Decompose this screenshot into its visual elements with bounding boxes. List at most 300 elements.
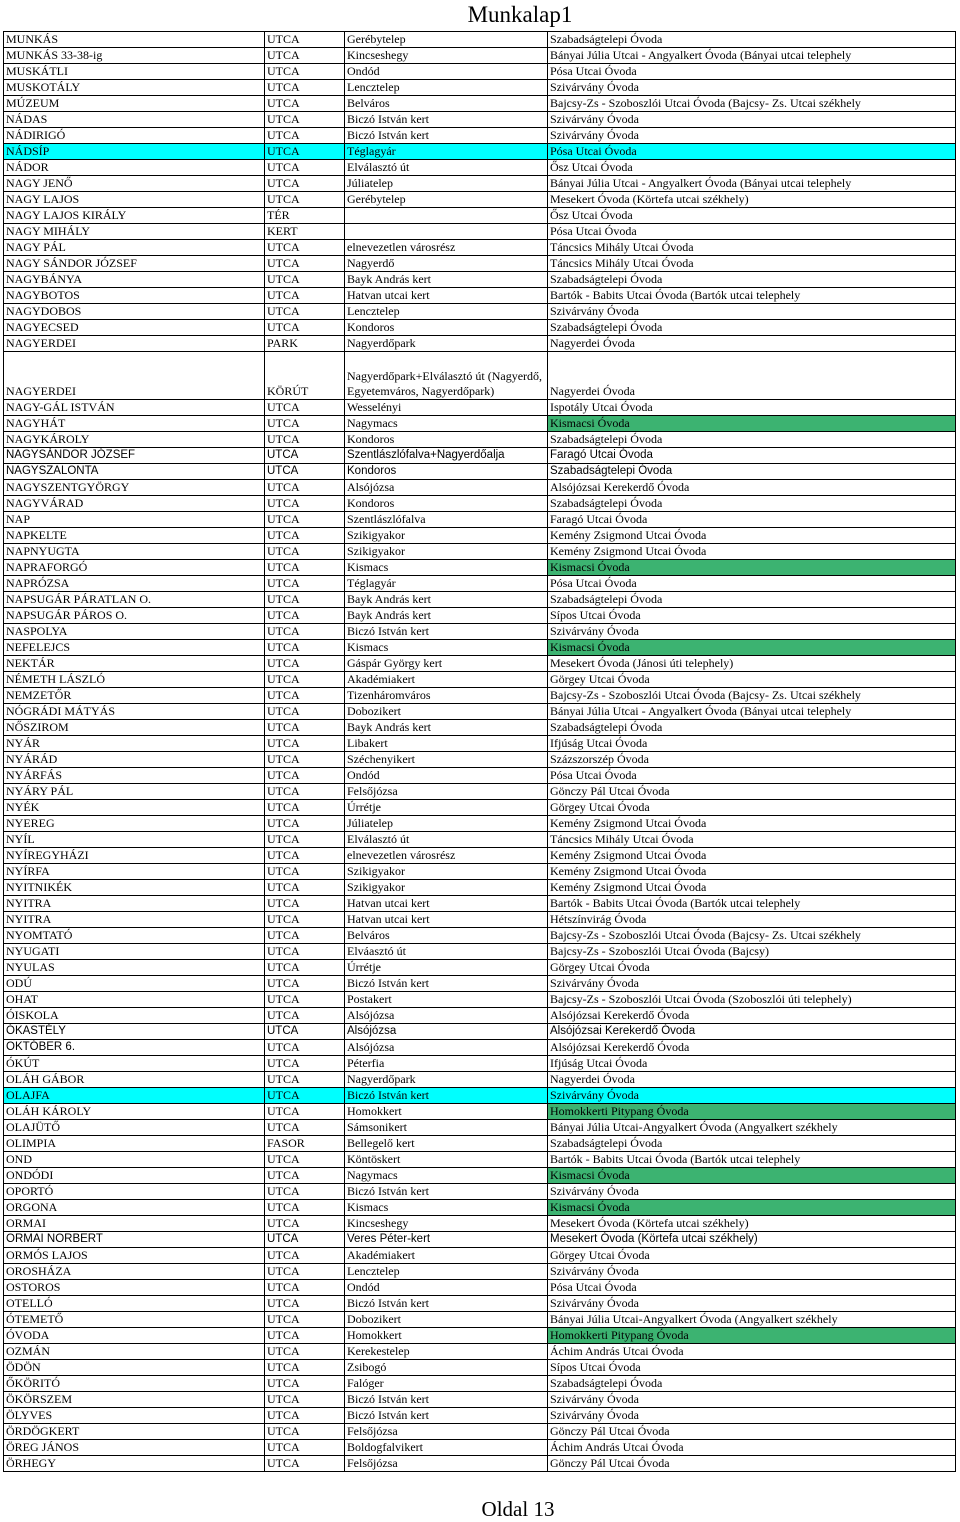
table-row <box>4 96 956 112</box>
district-cell: Szikigyakor <box>345 528 548 544</box>
district-cell: Nagyerdő <box>345 256 548 272</box>
table-row <box>4 528 956 544</box>
street-cell: ORMÓS LAJOS <box>4 1248 265 1264</box>
school-cell: Kemény Zsigmond Utcai Óvoda <box>548 864 956 880</box>
district-cell: Nagyerdőpark+Elválasztó út (Nagyerdő, Egyetemváros, Nagyerdőpark) <box>345 352 548 400</box>
street-cell: NÓGRÁDI MÁTYÁS <box>4 704 265 720</box>
type-cell: UTCA <box>265 720 345 736</box>
table-row <box>4 144 956 160</box>
type-cell: PARK <box>265 336 345 352</box>
table-row <box>4 624 956 640</box>
school-cell: Szivárvány Óvoda <box>548 112 956 128</box>
district-cell: Bellegelő kert <box>345 1136 548 1152</box>
type-cell: UTCA <box>265 1360 345 1376</box>
table-row <box>4 1408 956 1424</box>
type-cell: UTCA <box>265 480 345 496</box>
school-cell: Mesekert Óvoda (Jánosi úti telephely) <box>548 656 956 672</box>
type-cell: UTCA <box>265 1408 345 1424</box>
school-cell: Áchim András Utcai Óvoda <box>548 1344 956 1360</box>
street-cell: NYÁR <box>4 736 265 752</box>
street-cell: ÖKÖRSZEM <box>4 1392 265 1408</box>
district-cell: elnevezetlen városrész <box>345 848 548 864</box>
district-cell: Júliatelep <box>345 816 548 832</box>
type-cell: UTCA <box>265 736 345 752</box>
type-cell: UTCA <box>265 592 345 608</box>
table-row <box>4 1264 956 1280</box>
street-cell: ODÚ <box>4 976 265 992</box>
district-cell: Veres Péter-kert <box>345 1232 548 1248</box>
street-cell: NÉMETH LÁSZLÓ <box>4 672 265 688</box>
street-cell: NÁDOR <box>4 160 265 176</box>
school-cell: Szivárvány Óvoda <box>548 1184 956 1200</box>
type-cell: UTCA <box>265 112 345 128</box>
district-cell: Biczó István kert <box>345 112 548 128</box>
street-cell: NAGY LAJOS <box>4 192 265 208</box>
street-cell: ORGONA <box>4 1200 265 1216</box>
table-row <box>4 736 956 752</box>
street-cell: NAGY PÁL <box>4 240 265 256</box>
table-row <box>4 848 956 864</box>
type-cell: UTCA <box>265 1056 345 1072</box>
type-cell: UTCA <box>265 576 345 592</box>
street-cell: OLAJÜTŐ <box>4 1120 265 1136</box>
street-cell: NAP <box>4 512 265 528</box>
table-row <box>4 1200 956 1216</box>
school-cell: Mesekert Óvoda (Körtefa utcai székhely) <box>548 1232 956 1248</box>
street-cell: NAGYDOBOS <box>4 304 265 320</box>
district-cell: Szikigyakor <box>345 864 548 880</box>
type-cell: UTCA <box>265 960 345 976</box>
table-row <box>4 128 956 144</box>
street-cell: OKTÓBER 6. <box>4 1040 265 1056</box>
school-cell: Kemény Zsigmond Utcai Óvoda <box>548 816 956 832</box>
street-cell: MUSKÁTLI <box>4 64 265 80</box>
type-cell: UTCA <box>265 816 345 832</box>
street-cell: NAGY SÁNDOR JÓZSEF <box>4 256 265 272</box>
school-cell: Bajcsy-Zs - Szoboszlói Utcai Óvoda (Bajcsy- Zs. Utcai székhely <box>548 688 956 704</box>
street-cell: NYULAS <box>4 960 265 976</box>
street-cell: NAPSUGÁR PÁROS O. <box>4 608 265 624</box>
district-cell: Szikigyakor <box>345 544 548 560</box>
type-cell: UTCA <box>265 1440 345 1456</box>
school-cell: Bajcsy-Zs - Szoboszlói Utcai Óvoda (Bajcsy) <box>548 944 956 960</box>
table-row <box>4 576 956 592</box>
table-row <box>4 640 956 656</box>
street-cell: MÚZEUM <box>4 96 265 112</box>
district-cell: Lencztelep <box>345 304 548 320</box>
table-row <box>4 64 956 80</box>
school-cell: Szabadságtelepi Óvoda <box>548 720 956 736</box>
street-cell: NAGYERDEI <box>4 336 265 352</box>
street-cell: ÓKÚT <box>4 1056 265 1072</box>
street-cell: NASPOLYA <box>4 624 265 640</box>
school-cell: Nagyerdei Óvoda <box>548 1072 956 1088</box>
table-row <box>4 1168 956 1184</box>
type-cell: UTCA <box>265 512 345 528</box>
school-cell: Százszorszép Óvoda <box>548 752 956 768</box>
type-cell: UTCA <box>265 1216 345 1232</box>
type-cell: UTCA <box>265 672 345 688</box>
district-cell: Elválasztó út <box>345 832 548 848</box>
district-cell: Elválasztó út <box>345 160 548 176</box>
street-cell: OLÁH GÁBOR <box>4 1072 265 1088</box>
table-row <box>4 1312 956 1328</box>
table-row <box>4 1088 956 1104</box>
type-cell: UTCA <box>265 544 345 560</box>
school-cell: Szabadságtelepi Óvoda <box>548 1376 956 1392</box>
type-cell: UTCA <box>265 32 345 48</box>
type-cell: UTCA <box>265 464 345 480</box>
address-table-body <box>4 32 956 1472</box>
district-cell: Alsójózsa <box>345 1024 548 1040</box>
school-cell: Áchim András Utcai Óvoda <box>548 1440 956 1456</box>
district-cell: Kismacs <box>345 1200 548 1216</box>
table-row <box>4 1040 956 1056</box>
school-cell: Szabadságtelepi Óvoda <box>548 1136 956 1152</box>
table-row <box>4 288 956 304</box>
table-row <box>4 672 956 688</box>
street-cell: MUSKOTÁLY <box>4 80 265 96</box>
street-cell: OLIMPIA <box>4 1136 265 1152</box>
district-cell <box>345 224 548 240</box>
district-cell: Felsőjózsa <box>345 1456 548 1472</box>
street-cell: ÓISKOLA <box>4 1008 265 1024</box>
street-cell: ÖDÖN <box>4 1360 265 1376</box>
street-cell: OPORTÓ <box>4 1184 265 1200</box>
school-cell: Szabadságtelepi Óvoda <box>548 592 956 608</box>
street-cell: NAGY-GÁL ISTVÁN <box>4 400 265 416</box>
district-cell: Péterfia <box>345 1056 548 1072</box>
type-cell: UTCA <box>265 656 345 672</box>
school-cell: Sípos Utcai Óvoda <box>548 1360 956 1376</box>
table-row <box>4 928 956 944</box>
district-cell: Szentlászlófalva+Nagyerdőalja <box>345 448 548 464</box>
school-cell: Pósa Utcai Óvoda <box>548 224 956 240</box>
district-cell: Biczó István kert <box>345 976 548 992</box>
table-row <box>4 512 956 528</box>
table-row <box>4 208 956 224</box>
school-cell: Bányai Júlia Utcai - Angyalkert Óvoda (Bányai utcai telephely <box>548 704 956 720</box>
table-row <box>4 800 956 816</box>
district-cell: Dobozikert <box>345 704 548 720</box>
table-row <box>4 1280 956 1296</box>
school-cell: Szivárvány Óvoda <box>548 624 956 640</box>
district-cell <box>345 208 548 224</box>
type-cell: UTCA <box>265 608 345 624</box>
table-row <box>4 960 956 976</box>
school-cell: Táncsics Mihály Utcai Óvoda <box>548 240 956 256</box>
district-cell: Szentlászlófalva <box>345 512 548 528</box>
school-cell: Bajcsy-Zs - Szoboszlói Utcai Óvoda (Bajcsy- Zs. Utcai székhely <box>548 96 956 112</box>
school-cell: Gönczy Pál Utcai Óvoda <box>548 784 956 800</box>
district-cell: Belváros <box>345 96 548 112</box>
district-cell: Tizenháromváros <box>345 688 548 704</box>
district-cell: Kincseshegy <box>345 1216 548 1232</box>
type-cell: UTCA <box>265 1280 345 1296</box>
street-cell: NYÉK <box>4 800 265 816</box>
type-cell: UTCA <box>265 624 345 640</box>
sheet-title: Munkalap1 <box>467 2 573 27</box>
school-cell: Bartók - Babits Utcai Óvoda (Bartók utcai telephely <box>548 1152 956 1168</box>
district-cell: Alsójózsa <box>345 1040 548 1056</box>
school-cell: Nagyerdei Óvoda <box>548 352 956 400</box>
school-cell: Szabadságtelepi Óvoda <box>548 272 956 288</box>
district-cell: Kismacs <box>345 560 548 576</box>
school-cell: Görgey Utcai Óvoda <box>548 960 956 976</box>
district-cell: Ondód <box>345 768 548 784</box>
table-row <box>4 224 956 240</box>
street-cell: NEMZETŐR <box>4 688 265 704</box>
street-cell: NŐSZIROM <box>4 720 265 736</box>
district-cell: Gerébytelep <box>345 192 548 208</box>
street-cell: NAGY MIHÁLY <box>4 224 265 240</box>
street-cell: ÓKASTÉLY <box>4 1024 265 1040</box>
type-cell: UTCA <box>265 400 345 416</box>
street-cell: NAGYBÁNYA <box>4 272 265 288</box>
type-cell: UTCA <box>265 1392 345 1408</box>
school-cell: Bartók - Babits Utcai Óvoda (Bartók utcai telephely <box>548 288 956 304</box>
street-cell: NAGYVÁRAD <box>4 496 265 512</box>
school-cell: Pósa Utcai Óvoda <box>548 64 956 80</box>
type-cell: UTCA <box>265 1376 345 1392</box>
school-cell: Alsójózsai Kerekerdő Óvoda <box>548 480 956 496</box>
street-cell: NAPNYUGTA <box>4 544 265 560</box>
district-cell: Akadémiakert <box>345 672 548 688</box>
type-cell: UTCA <box>265 800 345 816</box>
type-cell: UTCA <box>265 304 345 320</box>
table-row <box>4 80 956 96</box>
district-cell: Ondód <box>345 64 548 80</box>
school-cell: Szabadságtelepi Óvoda <box>548 464 956 480</box>
table-row <box>4 1008 956 1024</box>
school-cell: Kemény Zsigmond Utcai Óvoda <box>548 880 956 896</box>
street-cell: MUNKÁS <box>4 32 265 48</box>
school-cell: Görgey Utcai Óvoda <box>548 1248 956 1264</box>
school-cell: Nagyerdei Óvoda <box>548 336 956 352</box>
type-cell: UTCA <box>265 1232 345 1248</box>
school-cell: Bartók - Babits Utcai Óvoda (Bartók utcai telephely <box>548 896 956 912</box>
table-row <box>4 48 956 64</box>
street-cell: NAPSUGÁR PÁRATLAN O. <box>4 592 265 608</box>
street-cell: NYITRA <box>4 896 265 912</box>
district-cell: Bayk András kert <box>345 592 548 608</box>
table-row <box>4 608 956 624</box>
table-row <box>4 336 956 352</box>
street-cell: OROSHÁZA <box>4 1264 265 1280</box>
street-cell: NAGYKÁROLY <box>4 432 265 448</box>
district-cell: Nagyerdőpark <box>345 1072 548 1088</box>
street-cell: NYÍREGYHÁZI <box>4 848 265 864</box>
street-cell: NAGY LAJOS KIRÁLY <box>4 208 265 224</box>
street-cell: ÖREG JÁNOS <box>4 1440 265 1456</box>
school-cell: Hétszínvirág Óvoda <box>548 912 956 928</box>
street-cell: NÁDSÍP <box>4 144 265 160</box>
table-row <box>4 1072 956 1088</box>
table-row <box>4 864 956 880</box>
table-row <box>4 832 956 848</box>
district-cell: Lencztelep <box>345 1264 548 1280</box>
school-cell: Pósa Utcai Óvoda <box>548 576 956 592</box>
street-cell: ÖRDÖGKERT <box>4 1424 265 1440</box>
school-cell: Bányai Júlia Utcai-Angyalkert Óvoda (Angyalkert székhely <box>548 1312 956 1328</box>
table-row <box>4 1440 956 1456</box>
street-cell: ÓVODA <box>4 1328 265 1344</box>
district-cell: Belváros <box>345 928 548 944</box>
type-cell: UTCA <box>265 864 345 880</box>
type-cell: UTCA <box>265 688 345 704</box>
table-row <box>4 1184 956 1200</box>
table-row <box>4 688 956 704</box>
table-row <box>4 912 956 928</box>
table-row <box>4 1328 956 1344</box>
school-cell: Pósa Utcai Óvoda <box>548 1280 956 1296</box>
street-cell: ONDÓDI <box>4 1168 265 1184</box>
school-cell: Faragó Utcai Óvoda <box>548 512 956 528</box>
table-row <box>4 240 956 256</box>
type-cell: UTCA <box>265 848 345 864</box>
school-cell: Táncsics Mihály Utcai Óvoda <box>548 256 956 272</box>
district-cell: Alsójózsa <box>345 480 548 496</box>
type-cell: UTCA <box>265 768 345 784</box>
table-row <box>4 1296 956 1312</box>
table-row <box>4 1456 956 1472</box>
type-cell: UTCA <box>265 992 345 1008</box>
school-cell: Bányai Júlia Utcai - Angyalkert Óvoda (Bányai utcai telephely <box>548 176 956 192</box>
street-cell: ÖLYVES <box>4 1408 265 1424</box>
table-row <box>4 320 956 336</box>
school-cell: Bajcsy-Zs - Szoboszlói Utcai Óvoda (Szoboszlói úti telephely) <box>548 992 956 1008</box>
table-row <box>4 560 956 576</box>
district-cell: Sámsonikert <box>345 1120 548 1136</box>
school-cell: Ifjúság Utcai Óvoda <box>548 736 956 752</box>
school-cell: Kemény Zsigmond Utcai Óvoda <box>548 848 956 864</box>
district-cell: Széchenyikert <box>345 752 548 768</box>
school-cell: Kemény Zsigmond Utcai Óvoda <box>548 528 956 544</box>
district-cell: Lencztelep <box>345 80 548 96</box>
street-cell: NYUGATI <box>4 944 265 960</box>
type-cell: UTCA <box>265 448 345 464</box>
district-cell: Postakert <box>345 992 548 1008</box>
table-row <box>4 448 956 464</box>
street-cell: NAGYSÁNDOR JÓZSEF <box>4 448 265 464</box>
type-cell: KÖRÚT <box>265 352 345 400</box>
table-row <box>4 304 956 320</box>
street-cell: ORMAI <box>4 1216 265 1232</box>
district-cell: Boldogfalvikert <box>345 1440 548 1456</box>
district-cell: Homokkert <box>345 1104 548 1120</box>
district-cell: Júliatelep <box>345 176 548 192</box>
type-cell: UTCA <box>265 272 345 288</box>
type-cell: UTCA <box>265 144 345 160</box>
type-cell: UTCA <box>265 1088 345 1104</box>
street-cell: NÁDIRIGÓ <box>4 128 265 144</box>
school-cell: Ősz Utcai Óvoda <box>548 208 956 224</box>
address-table <box>3 31 956 1472</box>
district-cell: Felsőjózsa <box>345 1424 548 1440</box>
type-cell: UTCA <box>265 416 345 432</box>
school-cell: Faragó Utcai Óvoda <box>548 448 956 464</box>
district-cell: Ondód <box>345 1280 548 1296</box>
table-row <box>4 1344 956 1360</box>
street-cell: NYÁRFÁS <box>4 768 265 784</box>
district-cell: Elváasztó út <box>345 944 548 960</box>
street-cell: ÖRHEGY <box>4 1456 265 1472</box>
school-cell: Sípos Utcai Óvoda <box>548 608 956 624</box>
type-cell: UTCA <box>265 1312 345 1328</box>
district-cell: Nagyerdőpark <box>345 336 548 352</box>
district-cell: Homokkert <box>345 1328 548 1344</box>
school-cell: Szabadságtelepi Óvoda <box>548 32 956 48</box>
school-cell: Szabadságtelepi Óvoda <box>548 432 956 448</box>
district-cell: Biczó István kert <box>345 624 548 640</box>
table-row <box>4 1360 956 1376</box>
table-row <box>4 192 956 208</box>
type-cell: UTCA <box>265 1168 345 1184</box>
street-cell: NYOMTATÓ <box>4 928 265 944</box>
district-cell: Felsőjózsa <box>345 784 548 800</box>
district-cell: Úrrétje <box>345 960 548 976</box>
table-row <box>4 112 956 128</box>
type-cell: UTCA <box>265 432 345 448</box>
district-cell: Kincseshegy <box>345 48 548 64</box>
district-cell: Hatvan utcai kert <box>345 896 548 912</box>
street-cell: ORMAI NORBERT <box>4 1232 265 1248</box>
table-row <box>4 1120 956 1136</box>
table-row <box>4 480 956 496</box>
school-cell: Szabadságtelepi Óvoda <box>548 320 956 336</box>
table-row <box>4 32 956 48</box>
table-row <box>4 1152 956 1168</box>
district-cell: Nagymacs <box>345 416 548 432</box>
table-row <box>4 544 956 560</box>
school-cell: Kismacsi Óvoda <box>548 560 956 576</box>
street-cell: NAGYSZALONTA <box>4 464 265 480</box>
table-row <box>4 1232 956 1248</box>
table-row <box>4 768 956 784</box>
district-cell: Alsójózsa <box>345 1008 548 1024</box>
street-cell: NÁDAS <box>4 112 265 128</box>
district-cell: Biczó István kert <box>345 1088 548 1104</box>
school-cell: Szivárvány Óvoda <box>548 1392 956 1408</box>
table-row <box>4 496 956 512</box>
district-cell: Wesselényi <box>345 400 548 416</box>
school-cell: Kismacsi Óvoda <box>548 1168 956 1184</box>
type-cell: UTCA <box>265 96 345 112</box>
school-cell: Homokkerti Pitypang Óvoda <box>548 1104 956 1120</box>
type-cell: UTCA <box>265 1104 345 1120</box>
type-cell: UTCA <box>265 1456 345 1472</box>
type-cell: UTCA <box>265 832 345 848</box>
school-cell: Ifjúság Utcai Óvoda <box>548 1056 956 1072</box>
school-cell: Szivárvány Óvoda <box>548 128 956 144</box>
district-cell: Gáspár György kert <box>345 656 548 672</box>
street-cell: ŐKÖRITÓ <box>4 1376 265 1392</box>
district-cell: Kismacs <box>345 640 548 656</box>
school-cell: Kismacsi Óvoda <box>548 640 956 656</box>
table-row <box>4 1024 956 1040</box>
table-row <box>4 176 956 192</box>
table-row <box>4 784 956 800</box>
type-cell: UTCA <box>265 192 345 208</box>
table-row <box>4 880 956 896</box>
type-cell: UTCA <box>265 640 345 656</box>
district-cell: Zsibogó <box>345 1360 548 1376</box>
type-cell: UTCA <box>265 1328 345 1344</box>
school-cell: Alsójózsai Kerekerdő Óvoda <box>548 1008 956 1024</box>
table-row <box>4 816 956 832</box>
district-cell: Biczó István kert <box>345 1184 548 1200</box>
district-cell: Hatvan utcai kert <box>345 288 548 304</box>
